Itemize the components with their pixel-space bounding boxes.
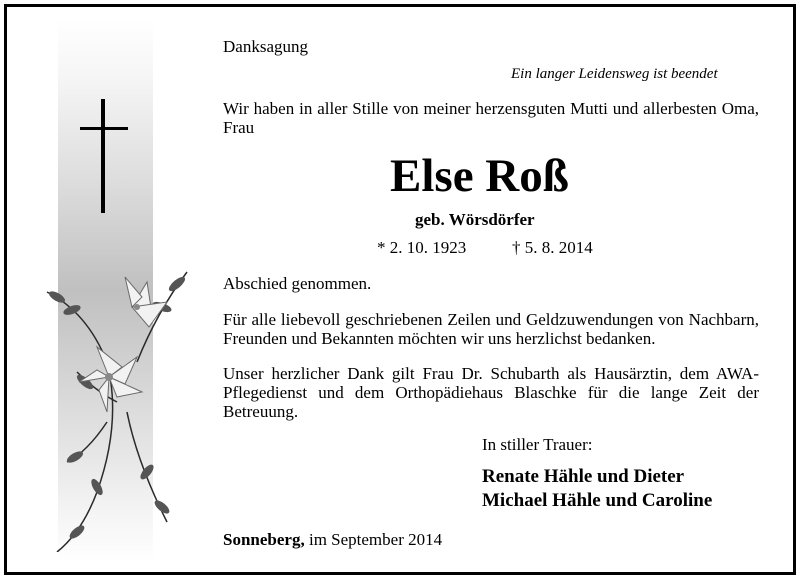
mourning-label: In stiller Trauer: [482,435,593,454]
heading: Danksagung [223,37,308,56]
farewell-text: Abschied genommen. [223,274,372,293]
lily-flowers-image [37,252,217,552]
date: im September 2014 [304,530,443,549]
place: Sonneberg, [223,530,305,549]
death-date: † 5. 8. 2014 [512,238,593,257]
thanks-paragraph-1: Für alle liebevoll geschriebenen Zeilen und Geldzuwendungen von Nachbarn, Freunden und Bekannten möchten wir uns herzlichst bedanken. [223,310,759,348]
place-date-line [223,530,442,549]
birth-name: geb. Wörsdörfer [415,210,535,229]
thanks-paragraph-2: Unser herzlicher Dank gilt Frau Dr. Schubarth als Hausärztin, dem AWA-Pflegedienst und dem Orthopädiehaus Blaschke für die lange Zeit der Betreuung. [223,364,759,421]
motto: Ein langer Leidensweg ist beendet [511,66,718,82]
deceased-name: Else Roß [390,150,569,202]
mourner-2: Michael Hähle und Caroline [482,490,713,511]
mourner-1: Renate Hähle und Dieter [482,466,685,487]
birth-date: * 2. 10. 1923 [377,238,467,257]
obituary-notice [4,4,796,575]
intro-text: Wir haben in aller Stille von meiner herzensguten Mutti und allerbesten Oma, Frau [223,99,759,137]
